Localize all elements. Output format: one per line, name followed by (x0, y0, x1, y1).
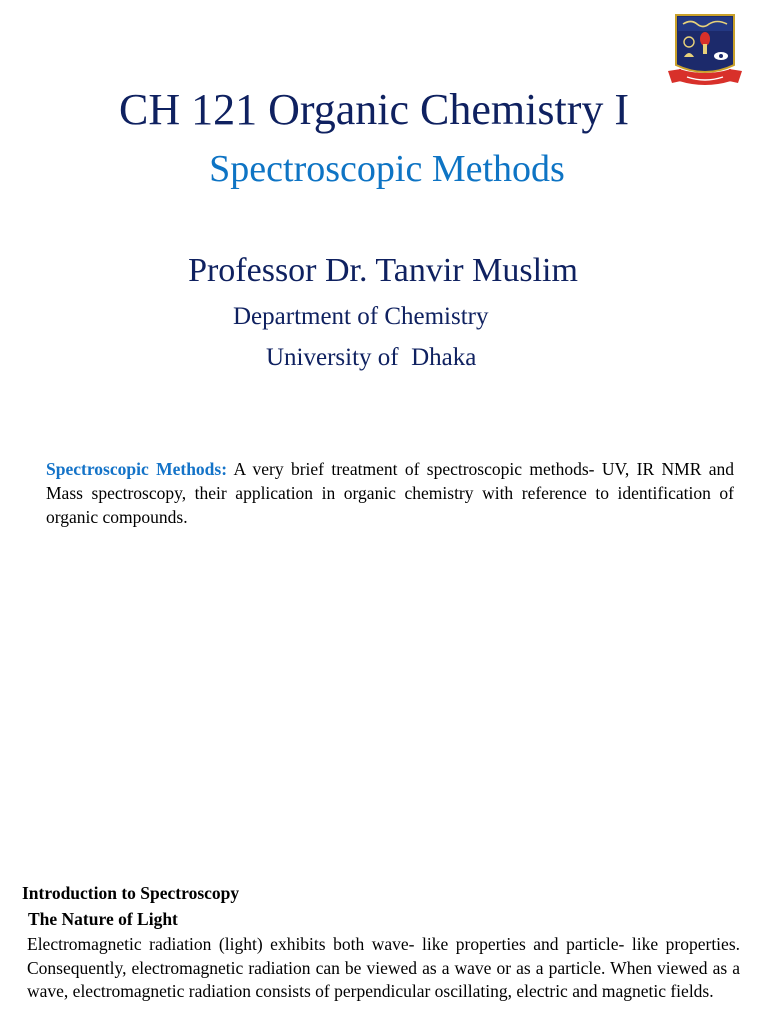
department-name: Department of Chemistry (233, 303, 489, 330)
course-title: CH 121 Organic Chemistry I (118, 85, 630, 134)
course-subtitle: Spectroscopic Methods (209, 148, 565, 190)
university-name: University of Dhaka (266, 344, 477, 371)
subsection-heading: The Nature of Light (28, 909, 178, 929)
summary-label: Spectroscopic Methods: (46, 459, 228, 479)
summary-text: A very brief treatment of spectroscopic methods- UV, IR NMR and Mass spectroscopy, their application in organic chemistry with reference to identification of organic compounds. (46, 459, 734, 527)
professor-name: Professor Dr. Tanvir Muslim (188, 252, 578, 289)
section-heading: Introduction to Spectroscopy (22, 883, 240, 903)
university-logo (667, 13, 743, 89)
course-summary (46, 457, 734, 529)
body-paragraph: Electromagnetic radiation (light) exhibits both wave- like properties and particle- like properties. Consequently, electromagnetic radiation can be viewed as a wave or as a particle. When viewed as a wave, electromagnetic radiation consists of perpendicular oscillating, electric and magnetic fields. (27, 934, 740, 1001)
university-crest-icon (667, 13, 743, 89)
